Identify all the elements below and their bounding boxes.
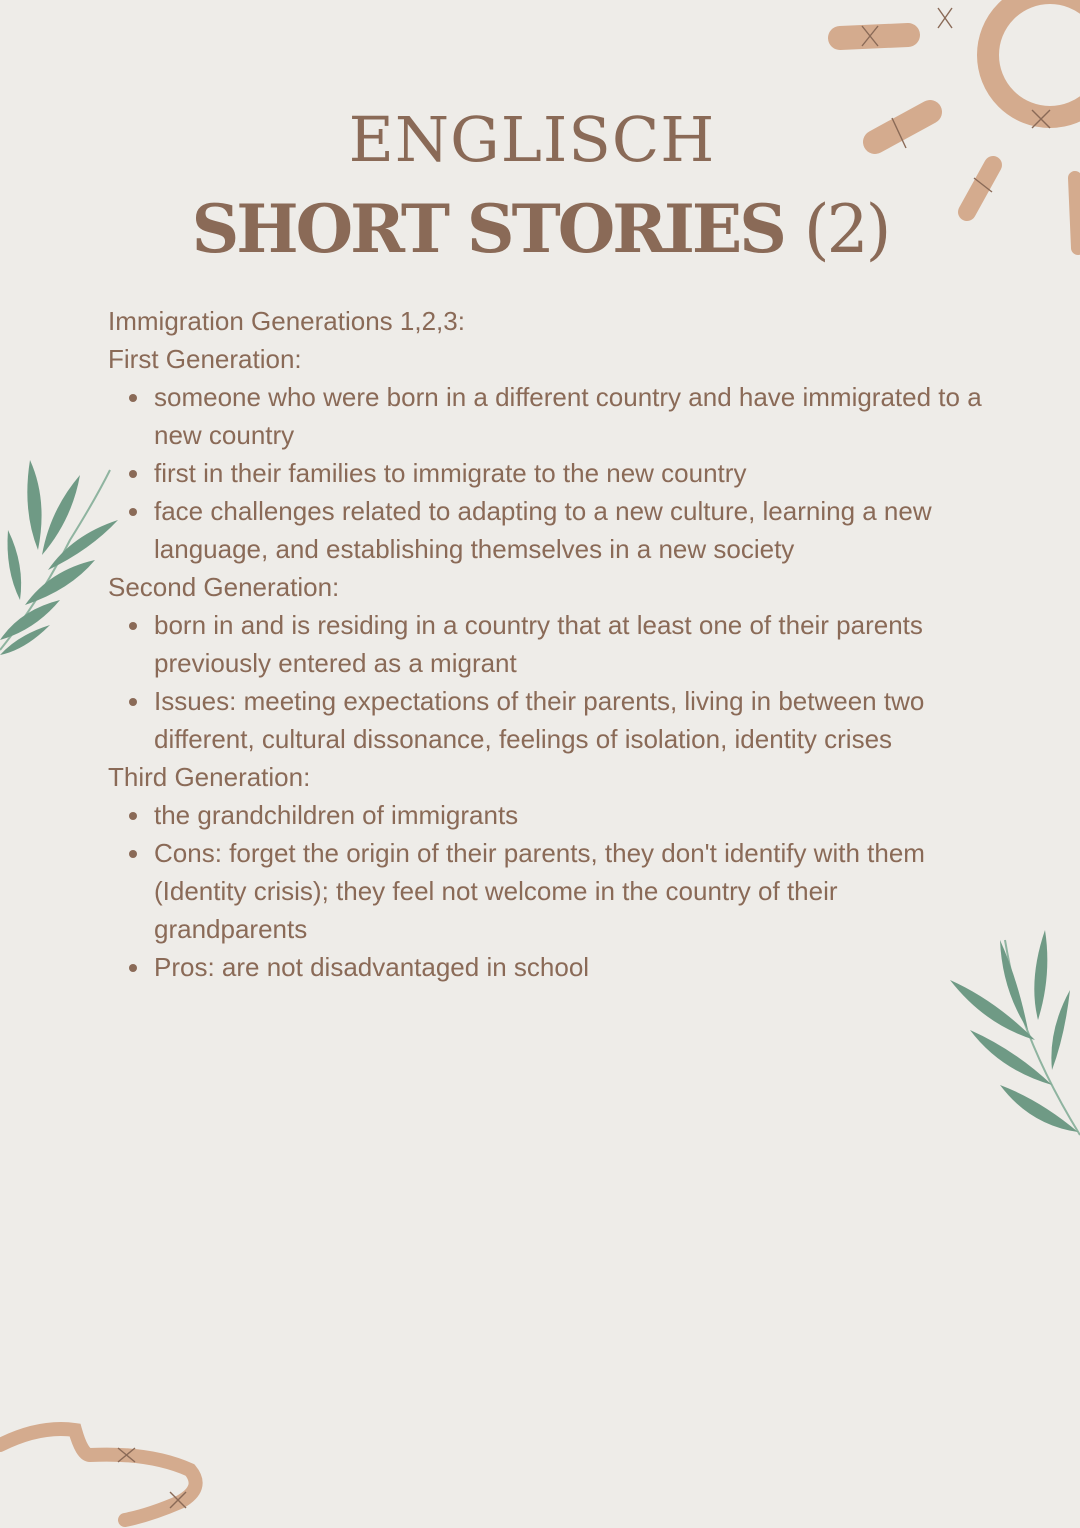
list-item: Issues: meeting expectations of their parents, living in between two different, cultural dissonance, feelings of isolation, identity crises	[154, 682, 988, 758]
squiggle-decoration-icon	[0, 1410, 220, 1528]
intro-line: Immigration Generations 1,2,3:	[108, 306, 465, 336]
section-heading: First Generation:	[108, 344, 302, 374]
list-item: face challenges related to adapting to a new culture, learning a new language, and establishing themselves in a new society	[154, 492, 988, 568]
section-heading: Second Generation:	[108, 572, 340, 602]
page-title	[0, 186, 1080, 273]
bullet-list	[108, 606, 988, 758]
subject-heading: ENGLISCH	[348, 103, 716, 176]
title-main: SHORT STORIES	[191, 190, 784, 268]
list-item: the grandchildren of immigrants	[154, 796, 988, 834]
list-item: born in and is residing in a country that at least one of their parents previously entered as a migrant	[154, 606, 988, 682]
list-item: Cons: forget the origin of their parents, they don't identify with them (Identity crisis); they feel not welcome in the country of their grandparents	[154, 834, 988, 948]
list-item: Pros: are not disadvantaged in school	[154, 948, 988, 986]
list-item: someone who were born in a different country and have immigrated to a new country	[154, 378, 988, 454]
title-paren: (2)	[803, 191, 889, 268]
bullet-list	[108, 378, 988, 568]
section-heading: Third Generation:	[108, 762, 311, 792]
bullet-list	[108, 796, 988, 986]
list-item: first in their families to immigrate to the new country	[154, 454, 988, 492]
notes-body	[108, 302, 988, 986]
